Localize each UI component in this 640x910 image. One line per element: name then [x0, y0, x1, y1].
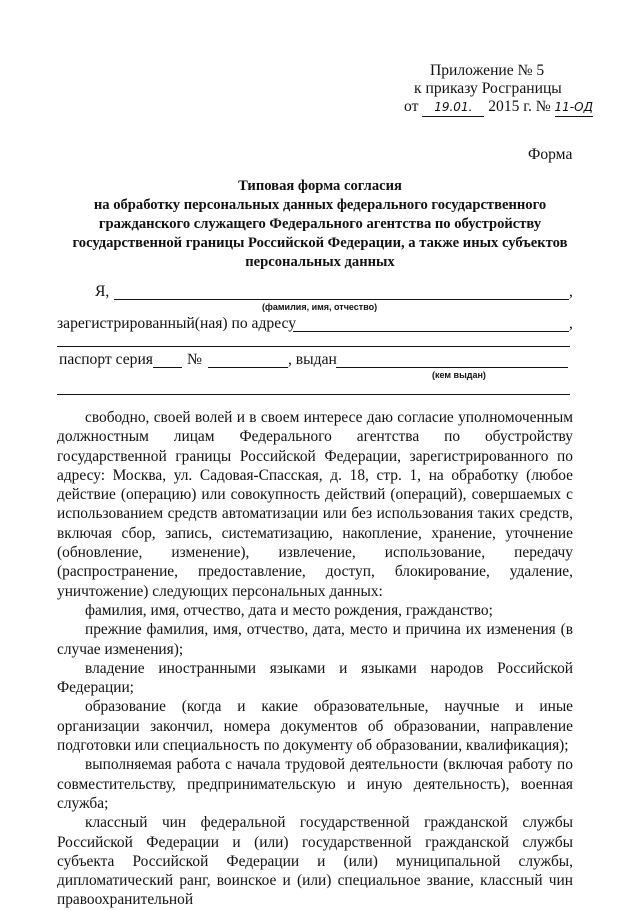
from-label: от	[404, 98, 419, 115]
data-item: образование (когда и какие образовательные, научные и иные организации закончил, номера документов об образовании, направление подготовки или специальность по документу об образовании, квалификация);	[57, 698, 573, 755]
title-line: на обработку персональных данных федерального государственного	[93, 197, 547, 213]
name-caption: (фамилия, имя, отчество)	[262, 302, 378, 312]
address-fill-line[interactable]	[293, 331, 569, 332]
address-fill-line-2[interactable]	[57, 346, 570, 347]
passport-number-fill[interactable]	[208, 367, 288, 368]
title-line: гражданского служащего Федерального агентства по обустройству	[98, 216, 542, 232]
registered-label: зарегистрированный(ная) по адресу	[57, 315, 297, 332]
passport-series-label: паспорт серия	[59, 351, 153, 368]
document-title	[40, 177, 600, 272]
form-label: Форма	[528, 146, 573, 163]
comma: ,	[569, 283, 573, 300]
order-reference: к приказу Росграницы	[414, 80, 562, 97]
appendix-number: Приложение № 5	[430, 62, 545, 79]
data-item: фамилия, имя, отчество, дата и место рождения, гражданство;	[85, 601, 493, 619]
issued-by-fill-2[interactable]	[57, 394, 570, 395]
name-fill-line[interactable]	[114, 299, 569, 300]
data-item: прежние фамилия, имя, отчество, дата, место и причина их изменения (в случае изменения);	[57, 621, 573, 658]
number-sign: №	[187, 351, 202, 368]
data-item: выполняемая работа с начала трудовой деятельности (включая работу по совместительству, предпринимательскую и иную деятельность), военная служба;	[57, 756, 573, 812]
passport-series-fill[interactable]	[153, 367, 182, 368]
i-label: Я,	[95, 283, 110, 300]
title-line: персональных данных	[245, 254, 395, 270]
title-line: Типовая форма согласия	[238, 178, 402, 194]
order-date-line	[404, 98, 593, 117]
issued-by-caption: (кем выдан)	[432, 370, 486, 380]
consent-body	[57, 408, 573, 910]
handwritten-date: 19.01.	[422, 98, 484, 117]
year-number-label: 2015 г. №	[488, 98, 551, 115]
consent-paragraph: свободно, своей волей и в своем интересе даю согласие уполномоченным должностным лицам Федерального агентства по обустройству государственной границы Российской Федерации, зарегистрированного по адресу: Москва, ул. Садовая-Спасская, д. 18, стр. 1, на обработку (любое действие (операцию) или совокупность действий (операций), совершаемых с использованием средств автоматизации или без использования таких средств, включая сбор, запись, систематизацию, накопление, хранение, уточнение (обновление, изменение), извлечение, использование, передачу (распространение, предоставление, доступ, блокирование, удаление, уничтожение) следующих персональных данных:	[57, 409, 573, 600]
data-item: классный чин федеральной государственной гражданской службы Российской Федерации и (или) государственной гражданской службы субъекта Российской Федерации и (или) муниципальной службы, дипломатический ранг, воинское и (или) специальное звание, классный чин правоохранительной	[57, 814, 573, 909]
issued-by-fill[interactable]	[336, 367, 568, 368]
data-item: владение иностранными языками и языками народов Российской Федерации;	[57, 659, 573, 697]
handwritten-order-number: 11-ОД	[555, 98, 593, 117]
comma: ,	[569, 315, 573, 332]
issued-label: , выдан	[288, 351, 337, 368]
title-line: государственной границы Российской Федерации, а также иных субъектов	[72, 235, 568, 251]
